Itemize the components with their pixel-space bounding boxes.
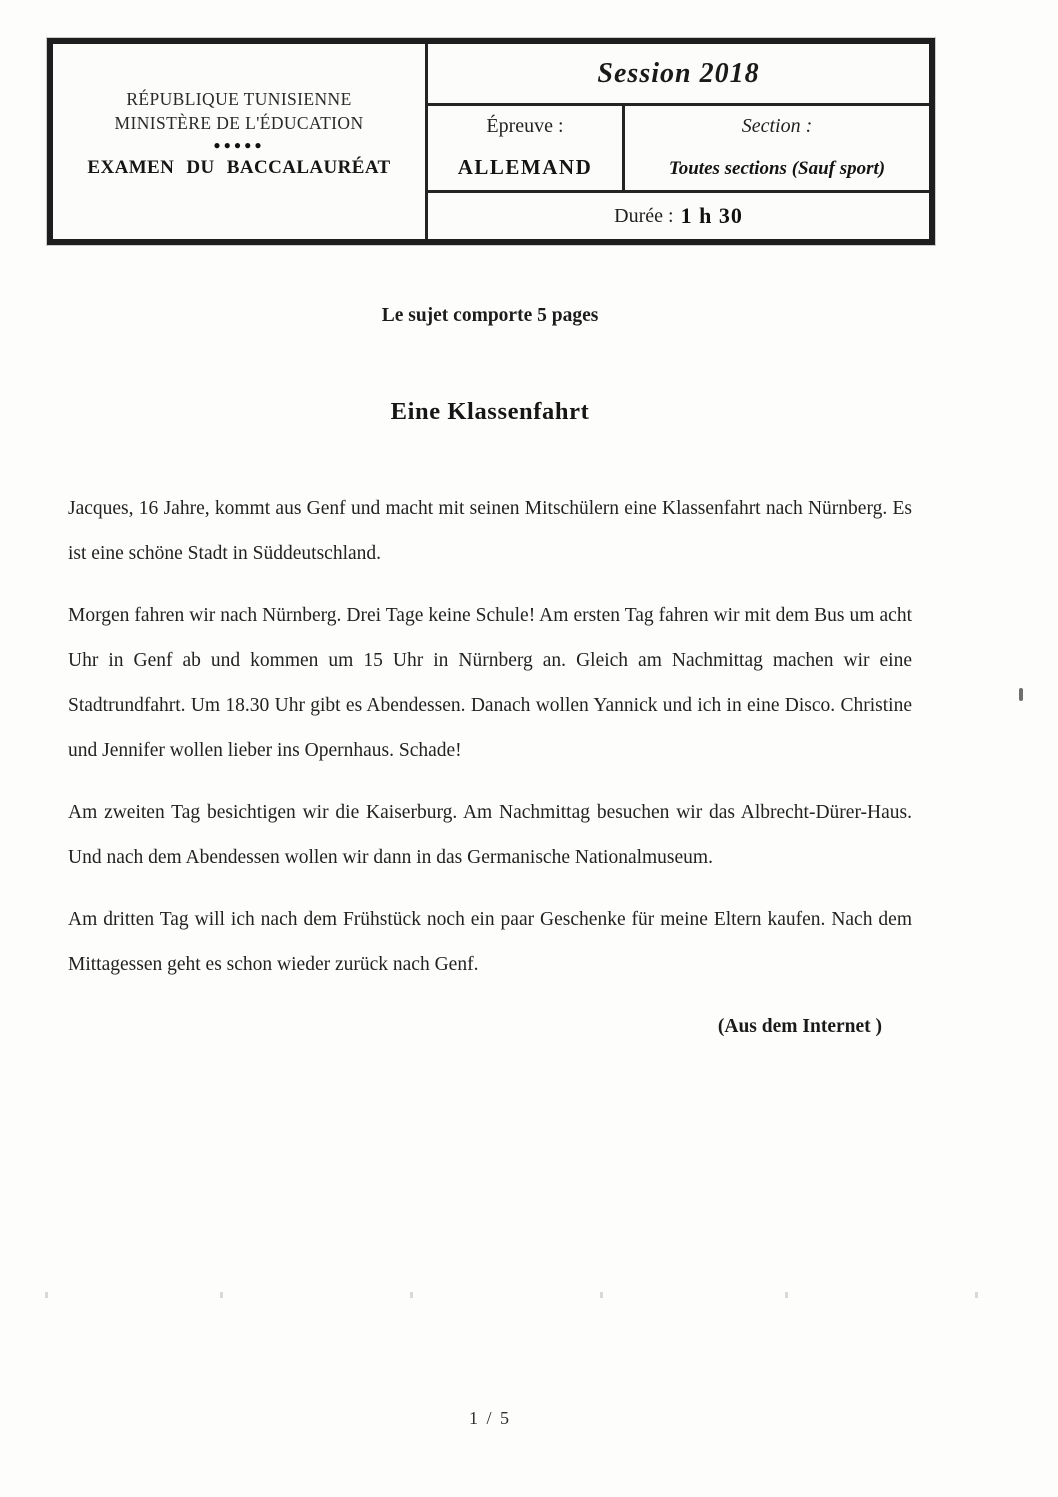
session-cell: Session 2018 [428, 44, 929, 106]
reading-text [68, 486, 912, 1049]
header-table [47, 38, 935, 245]
subject-section-row [428, 106, 929, 193]
scan-dot [220, 1292, 223, 1298]
header-institution-cell [53, 44, 428, 239]
ministry-line: MINISTÈRE DE L'ÉDUCATION [114, 113, 364, 134]
pages-notice: Le sujet comporte 5 pages [381, 305, 599, 326]
scan-dot [975, 1292, 978, 1298]
paragraph-1: Jacques, 16 Jahre, kommt aus Genf und macht mit seinen Mitschülern eine Klassenfahrt nach Nürnberg. Es ist eine schöne Stadt in Süddeutschland. [68, 498, 912, 564]
scan-dot [785, 1292, 788, 1298]
separator-dots: ●●●●● [213, 137, 265, 152]
scan-dot [600, 1292, 603, 1298]
page-number: 1 / 5 [468, 1408, 511, 1428]
source-attribution: (Aus dem Internet ) [717, 1016, 882, 1037]
duree-label: Durée : [614, 204, 674, 227]
paragraph-3: Am zweiten Tag besichtigen wir die Kaiserburg. Am Nachmittag besuchen wir das Albrecht-Dürer-Haus. Und nach dem Abendessen wollen wir dann in das Germanische Nationalmuseum. [68, 802, 912, 868]
republic-line: RÉPUBLIQUE TUNISIENNE [126, 89, 352, 110]
scan-dot [410, 1292, 413, 1298]
paragraph-2: Morgen fahren wir nach Nürnberg. Drei Tage keine Schule! Am ersten Tag fahren wir mit dem Bus um acht Uhr in Genf ab und kommen um 15 Uhr in Nürnberg an. Gleich am Nachmittag machen wir eine Stadtrundfahrt. Um 18.30 Uhr gibt es Abendessen. Danach wollen Yannick und ich in eine Disco. Christine und Jennifer wollen lieber ins Opernhaus. Schade! [68, 605, 912, 761]
scan-dot [45, 1292, 48, 1298]
section-value: Toutes sections (Sauf sport) [668, 158, 886, 179]
epreuve-cell [428, 106, 625, 190]
section-cell [625, 106, 929, 190]
document-title: Eine Klassenfahrt [390, 398, 590, 425]
duree-cell [428, 193, 929, 239]
exam-name-line: EXAMEN DU BACCALAURÉAT [87, 156, 391, 178]
paragraph-4: Am dritten Tag will ich nach dem Frühstück noch ein paar Geschenke für meine Eltern kaufen. Nach dem Mittagessen geht es schon wieder zurück nach Genf. [68, 909, 912, 975]
epreuve-value: ALLEMAND [457, 155, 593, 179]
header-right-cells [428, 44, 929, 239]
duree-value: 1 h 30 [680, 203, 743, 228]
section-label: Section : [741, 115, 813, 137]
epreuve-label: Épreuve : [486, 115, 564, 137]
scan-speck [1019, 688, 1023, 701]
